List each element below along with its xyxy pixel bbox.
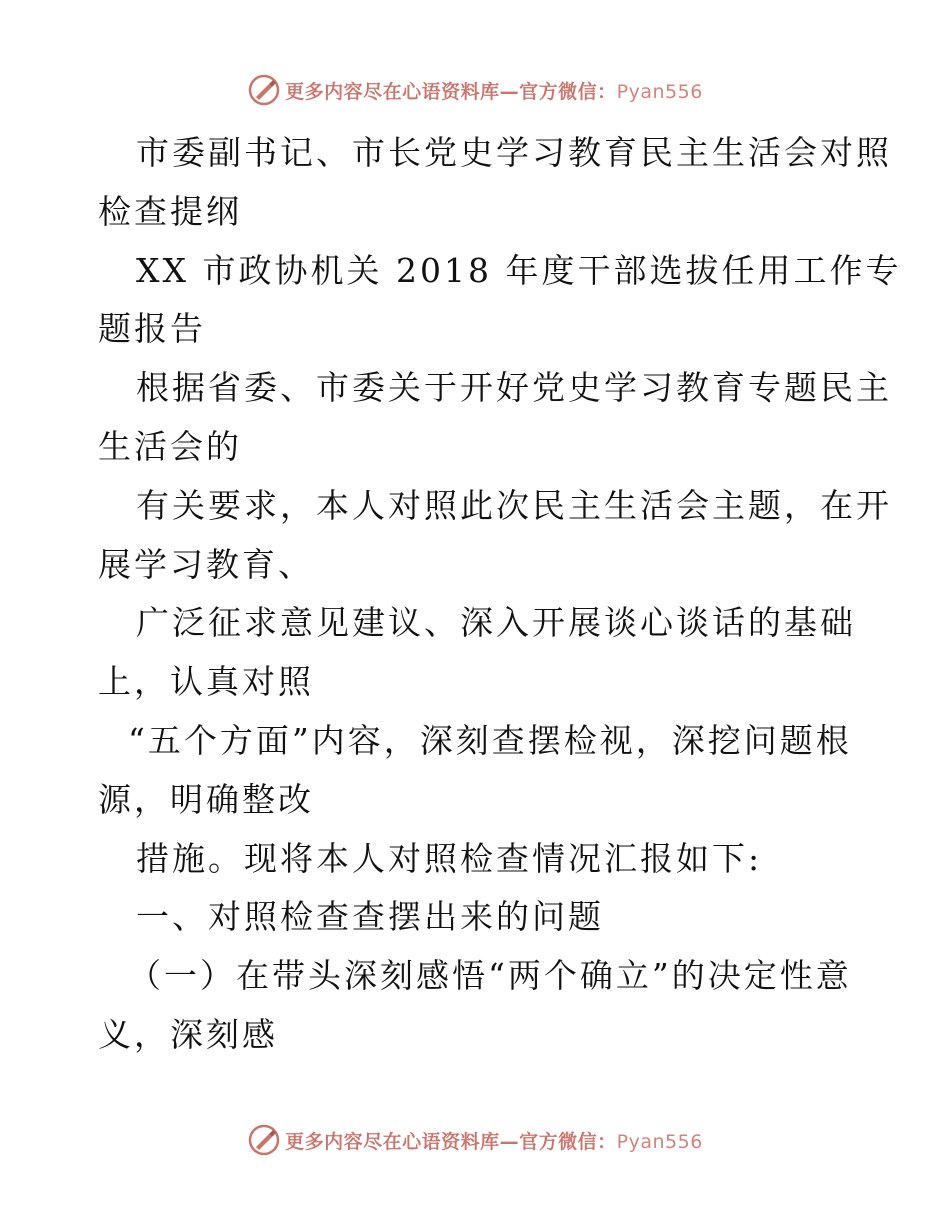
doc-subsection-heading: （一）在带头深刻感悟“两个确立”的决定性意 bbox=[128, 956, 852, 996]
watermark-text: 更多内容尽在心语资料库—官方微信：Pyan556 bbox=[285, 1130, 703, 1153]
doc-paragraph-line: “五个方面”内容，深刻查摆检视，深挖问题根 bbox=[128, 720, 852, 760]
watermark-text: 更多内容尽在心语资料库—官方微信：Pyan556 bbox=[285, 80, 703, 103]
doc-title-line-2: 检查提纲 bbox=[98, 191, 242, 231]
doc-paragraph-line: 上，认真对照 bbox=[98, 662, 314, 702]
doc-paragraph-line: 广泛征求意见建议、深入开展谈心谈话的基础 bbox=[136, 603, 856, 643]
pen-logo-icon bbox=[247, 73, 281, 107]
document-body bbox=[98, 124, 902, 1065]
doc-title-line-1: 市委副书记、市长党史学习教育民主生活会对照 bbox=[136, 133, 892, 172]
watermark-handle: Pyan556 bbox=[616, 1130, 703, 1153]
watermark-handle: Pyan556 bbox=[616, 80, 703, 103]
doc-section-heading: 一、对照检查查摆出来的问题 bbox=[136, 897, 604, 937]
header-watermark bbox=[0, 72, 950, 108]
doc-subtitle-line-2: 题报告 bbox=[98, 309, 206, 349]
doc-subtitle-line-1: XX 市政协机关 2018 年度干部选拔任用工作专 bbox=[136, 250, 902, 290]
doc-paragraph-line: 义，深刻感 bbox=[98, 1014, 278, 1054]
footer-watermark bbox=[0, 1122, 950, 1158]
doc-paragraph-line: 展学习教育、 bbox=[98, 544, 314, 584]
doc-paragraph-line: 源，明确整改 bbox=[98, 779, 314, 819]
doc-paragraph-line: 生活会的 bbox=[98, 426, 242, 466]
doc-paragraph-line: 措施。现将本人对照检查情况汇报如下: bbox=[136, 838, 763, 878]
doc-paragraph-line: 根据省委、市委关于开好党史学习教育专题民主 bbox=[136, 368, 892, 408]
pen-logo-icon bbox=[247, 1123, 281, 1157]
doc-paragraph-line: 有关要求，本人对照此次民主生活会主题，在开 bbox=[136, 485, 892, 525]
